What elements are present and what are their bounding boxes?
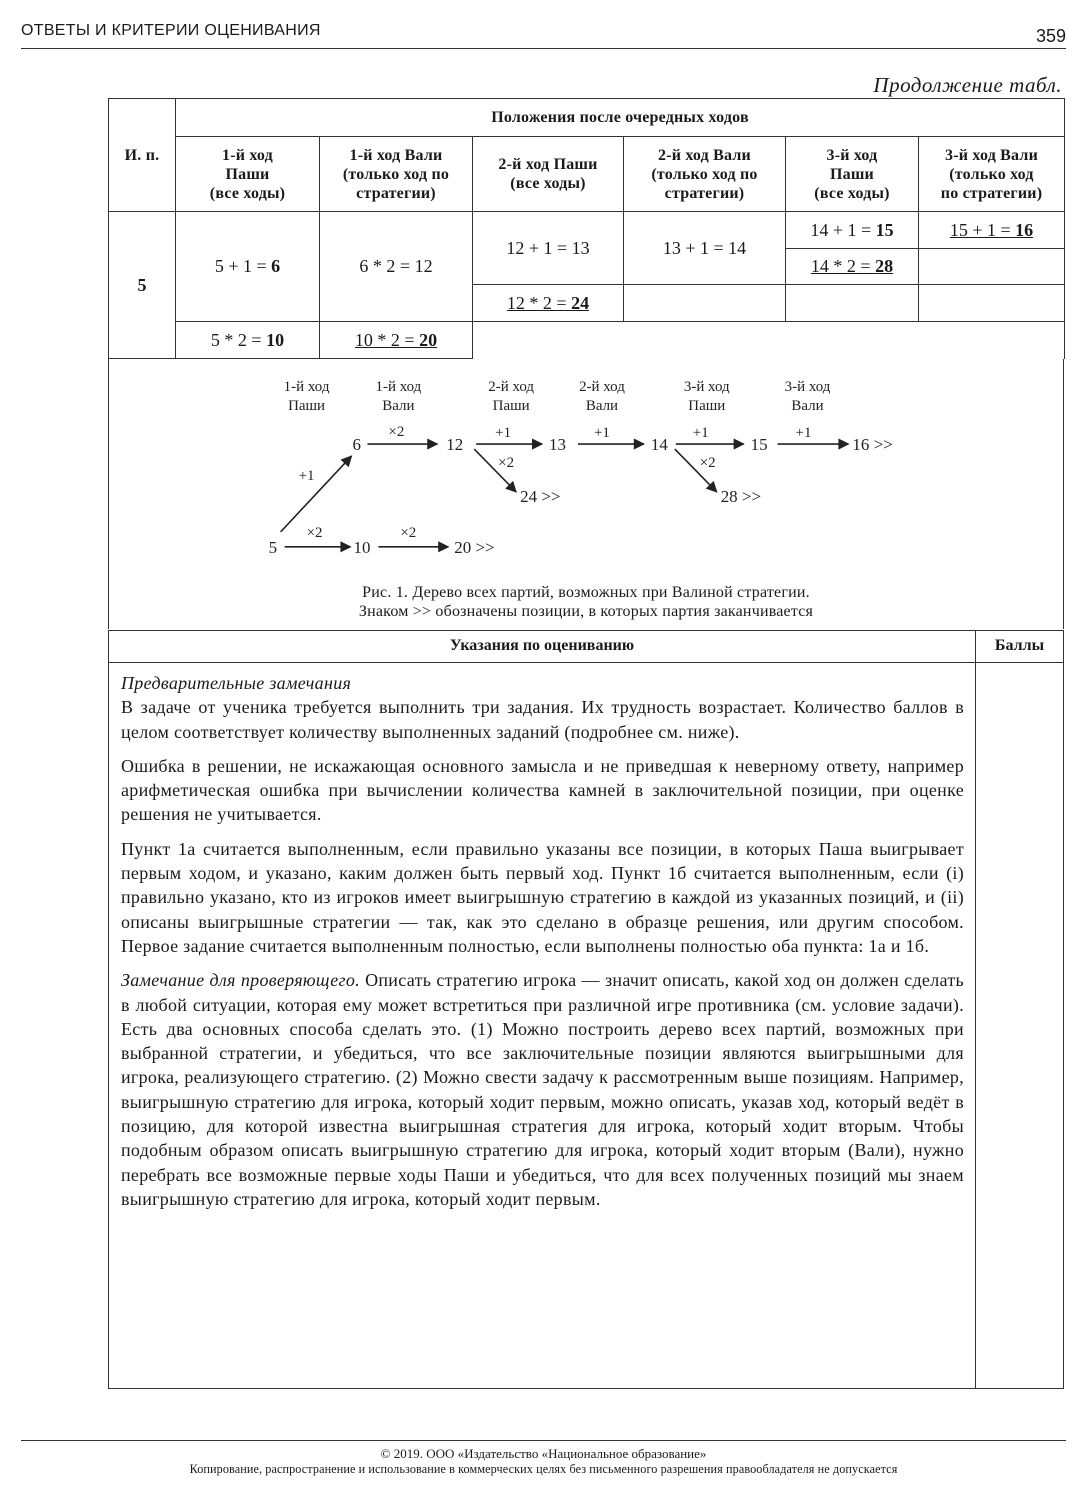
page-number: 359 [1035, 26, 1066, 46]
column-label: Паши [688, 398, 726, 415]
cell-empty [919, 285, 1065, 322]
header-rule [21, 48, 1066, 49]
edge-label: ×2 [400, 524, 417, 541]
group-header: Положения после очередных ходов [176, 99, 1065, 137]
col-header: 2-й ход Вали (только ход по стратегии) [624, 137, 786, 212]
column-label: 2-й ход [579, 379, 625, 396]
cell: 10 * 2 = 20 [320, 322, 473, 359]
grading-body [121, 671, 964, 1221]
column-label: Паши [288, 398, 326, 415]
col-initial-position: И. п. [109, 99, 176, 212]
edge-label: ×2 [306, 524, 323, 541]
col-header: 3-й ход Паши (все ходы) [786, 137, 919, 212]
tree-node: 10 [353, 537, 371, 557]
footer-notice: Копирование, распространение и использование в коммерческих целях без письменного разрешения правообладателя не допускается [189, 1462, 898, 1476]
column-label: 2-й ход [488, 379, 535, 396]
moves-table [108, 98, 1065, 359]
column-label: Паши [492, 398, 530, 415]
cell: 5 + 1 = 6 [176, 212, 320, 322]
prelim-title: Предварительные замечания [121, 673, 352, 693]
cell: 12 + 1 = 13 [473, 212, 624, 285]
cell: 13 + 1 = 14 [624, 212, 786, 285]
tree-node: 6 [352, 435, 361, 455]
remark-title: Замечание для проверяющего. [121, 970, 360, 991]
grading-table [108, 630, 1064, 1389]
col-header: 1-й ход Паши (все ходы) [176, 137, 320, 212]
paragraph: Ошибка в решении, не искажающая основного замысла и не приведшая к неверному ответу, например арифметическая ошибка при вычислении количества камней в заключительной позиции, при оценке решения не учитывается. [121, 755, 964, 825]
cell-empty [473, 322, 1065, 359]
tree-node: 28 >> [720, 486, 762, 506]
cell: 12 * 2 = 24 [473, 285, 624, 322]
cell: 5 * 2 = 10 [176, 322, 320, 359]
cell: 15 + 1 = 16 [919, 212, 1065, 249]
paragraph: Замечание для проверяющего. Описать стратегию игрока — значит описать, какой ход он должен сделать в любой ситуации, которая ему может встретиться при различной игре противника (см. условие задачи). Есть два основных способа сделать это. (1) Можно построить дерево всех партий, возможных при выбранной стратегии, и убедиться, что все заключительные позиции являются выигрышными для игрока, реализующего стратегию. (2) Можно свести задачу к рассмотренным выше позициям. Например, выигрышную стратегию для игрока, который ходит первым, можно описать, указав ход, который ведёт в позицию, для которой известна выигрышная стратегия для игрока, который ходит вторым. Чтобы подобным образом описать выигрышную стратегию для игрока, который ходит вторым (Вали), нужно перебрать все возможные первые ходы Паши и убедиться, что для всех полученных позиций мы знаем выигрышную стратегию для игрока, который ходит первым. [121, 970, 964, 1209]
column-label: 1-й ход [375, 379, 422, 396]
column-label: 3-й ход [683, 379, 730, 396]
col-header: 2-й ход Паши (все ходы) [473, 137, 624, 212]
game-tree-diagram [108, 359, 1064, 629]
tree-node: 12 [446, 435, 464, 455]
tree-node: 5 [268, 537, 278, 557]
paragraph: Пункт 1а считается выполненным, если правильно указаны все позиции, в которых Паша выигрывает первым ходом, и указано, каким должен быть первый ход. Пункт 1б считается выполненным, если (i) правильно указано, кто из игроков имеет выигрышную стратегию в каждой из указанных позиций, и (ii) описаны выигрышные стратегии — так, как это сделано в образце решения, или другим способом. Первое задание считается выполненным полностью, если выполнены полностью оба пункта: 1а и 1б. [121, 838, 964, 956]
footer-rule [21, 1440, 1066, 1441]
grading-header: Указания по оцениванию [449, 637, 635, 654]
cell-empty [786, 285, 919, 322]
tree-edge [281, 456, 352, 532]
edge-label: +1 [495, 425, 512, 442]
tree-node: 15 [750, 435, 768, 455]
tree-node: 16 >> [852, 435, 893, 455]
column-label: 1-й ход [283, 379, 330, 396]
column-label: Вали [585, 398, 619, 415]
col-header: 1-й ход Вали (только ход по стратегии) [320, 137, 473, 212]
tree-node: 14 [650, 435, 668, 455]
cell-empty [919, 249, 1065, 285]
edge-label: ×2 [699, 455, 716, 472]
col-header: 3-й ход Вали (только ход по стратегии) [919, 137, 1065, 212]
footer-copyright: © 2019. ООО «Издательство «Национальное образование» [380, 1446, 707, 1461]
figure-caption: Рис. 1. Дерево всех партий, возможных при Валиной стратегии. Знаком >> обозначены позиции, в которых партия заканчивается [108, 583, 1064, 629]
edge-label: ×2 [498, 455, 515, 472]
tree-node: 13 [549, 435, 567, 455]
tree-node: 20 >> [454, 537, 495, 557]
tree-node: 24 >> [520, 486, 561, 506]
cell: 14 * 2 = 28 [786, 249, 919, 285]
running-header-section: ОТВЕТЫ И КРИТЕРИИ ОЦЕНИВАНИЯ [21, 22, 321, 39]
column-label: Вали [382, 398, 415, 415]
column-label: 3-й ход [784, 379, 831, 396]
score-header: Баллы [994, 637, 1045, 654]
column-label: Вали [791, 398, 824, 415]
edge-label: ×2 [388, 424, 405, 441]
paragraph: В задаче от ученика требуется выполнить три задания. Их трудность возрастает. Количество баллов в целом соответствует количеству выполненных заданий (подробнее см. ниже). [121, 697, 964, 742]
table-continuation-label: Продолжение табл. [873, 73, 1062, 97]
edge-label: +1 [298, 467, 315, 484]
cell: 14 + 1 = 15 [786, 212, 919, 249]
cell: 6 * 2 = 12 [320, 212, 473, 322]
initial-position: 5 [109, 212, 176, 359]
edge-label: +1 [593, 425, 610, 442]
edge-label: +1 [692, 425, 709, 442]
cell-empty [624, 285, 786, 322]
edge-label: +1 [795, 425, 812, 442]
